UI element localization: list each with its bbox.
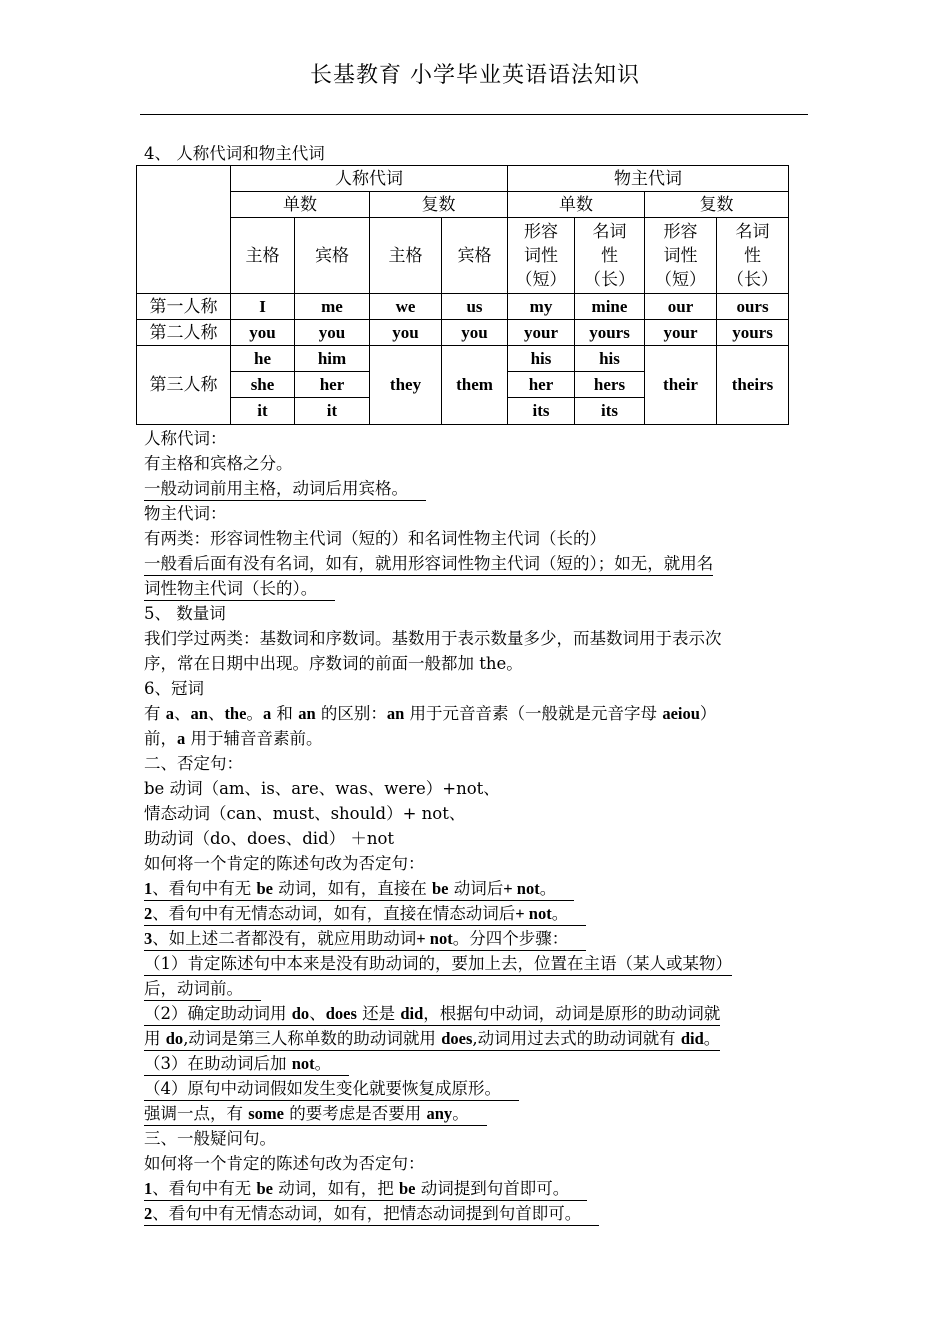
cell: us xyxy=(442,294,508,320)
row-first-person xyxy=(137,294,789,320)
group-personal: 人称代词 xyxy=(231,166,508,192)
note-line: 一般看后面有没有名词，如有，就用形容词性物主代词（短的）；如无，就用名 xyxy=(144,552,713,576)
question-title: 三、一般疑问句。 xyxy=(144,1129,276,1148)
cell: our xyxy=(645,294,717,320)
cell: it xyxy=(231,398,295,425)
negative-substep: （3）在助动词后加 not。 xyxy=(144,1052,349,1076)
section6-line: 有 a、an、the。a 和 an 的区别：an 用于元音音素（一般就是元音字母 aeiou） xyxy=(144,704,717,723)
col-object-plural: 宾格 xyxy=(442,218,508,294)
row-label: 第一人称 xyxy=(137,294,231,320)
section6-line: 前，a 用于辅音音素前。 xyxy=(144,729,323,748)
section5-title: 5、 数量词 xyxy=(144,604,226,623)
personal-singular: 单数 xyxy=(231,192,370,218)
cell: them xyxy=(442,346,508,425)
cell: we xyxy=(370,294,442,320)
section4-title-block xyxy=(144,141,810,166)
row-third-person xyxy=(137,346,789,372)
section6-title: 6、冠词 xyxy=(144,679,204,698)
cell: her xyxy=(508,372,575,398)
personal-plural: 复数 xyxy=(370,192,508,218)
cell: him xyxy=(295,346,370,372)
cell: your xyxy=(645,320,717,346)
cell: his xyxy=(575,346,645,372)
note-line: 有主格和宾格之分。 xyxy=(144,454,293,473)
col-adj-singular: 形容 词性 （短） xyxy=(508,218,575,294)
col-subject-plural: 主格 xyxy=(370,218,442,294)
row-label: 第三人称 xyxy=(137,346,231,425)
negative-substep: 用 do,动词是第三人称单数的助动词就用 does,动词用过去式的助动词就有 did。 xyxy=(144,1027,720,1051)
negative-line: 助动词（do、does、did） ＋not xyxy=(144,829,395,848)
question-how: 如何将一个肯定的陈述句改为否定句： xyxy=(144,1154,425,1173)
negative-line: be 动词（am、is、are、was、were）+not、 xyxy=(144,779,500,798)
negative-step: 3、如上述二者都没有，就应用助动词+ not。分四个步骤： xyxy=(144,927,586,951)
cell: their xyxy=(645,346,717,425)
section5-body: 我们学过两类：基数词和序数词。基数用于表示数量多少，而基数词用于表示次 xyxy=(144,629,722,648)
cell: you xyxy=(442,320,508,346)
negative-line: 情态动词（can、must、should）+ not、 xyxy=(144,804,466,823)
negative-step: 1、看句中有无 be 动词，如有，直接在 be 动词后+ not。 xyxy=(144,877,574,901)
body-text xyxy=(144,426,810,1226)
possessive-singular: 单数 xyxy=(508,192,645,218)
cell: he xyxy=(231,346,295,372)
negative-step: 2、看句中有无情态动词，如有，直接在情态动词后+ not。 xyxy=(144,902,586,926)
negative-substep: （4）原句中动词假如发生变化就要恢复成原形。 xyxy=(144,1077,519,1101)
negative-substep: （1）肯定陈述句中本来是没有助动词的，要加上去，位置在主语（某人或某物） xyxy=(144,952,732,976)
negative-emphasis: 强调一点，有 some 的要考虑是否要用 any。 xyxy=(144,1102,487,1126)
cell: you xyxy=(231,320,295,346)
cell: I xyxy=(231,294,295,320)
note-line: 物主代词： xyxy=(144,504,227,523)
note-line: 一般动词前用主格，动词后用宾格。 xyxy=(144,477,426,501)
row-label: 第二人称 xyxy=(137,320,231,346)
cell: you xyxy=(295,320,370,346)
table-corner xyxy=(137,166,231,294)
cell: she xyxy=(231,372,295,398)
cell: its xyxy=(508,398,575,425)
header-divider xyxy=(140,114,808,115)
note-line: 人称代词： xyxy=(144,429,227,448)
cell: ours xyxy=(717,294,789,320)
col-object-singular: 宾格 xyxy=(295,218,370,294)
pronoun-table xyxy=(136,165,789,425)
cell: its xyxy=(575,398,645,425)
cell: hers xyxy=(575,372,645,398)
page-header: 长基教育 小学毕业英语语法知识 xyxy=(310,63,640,88)
cell: yours xyxy=(717,320,789,346)
note-line: 词性物主代词（长的）。 xyxy=(144,577,335,601)
note-line: 有两类：形容词性物主代词（短的）和名词性物主代词（长的） xyxy=(144,529,606,548)
cell: yours xyxy=(575,320,645,346)
question-step: 1、看句中有无 be 动词，如有，把 be 动词提到句首即可。 xyxy=(144,1177,587,1201)
cell: theirs xyxy=(717,346,789,425)
col-noun-singular: 名词 性 （长） xyxy=(575,218,645,294)
group-possessive: 物主代词 xyxy=(508,166,789,192)
negative-substep: （2）确定助动词用 do、does 还是 did，根据句中动词，动词是原形的助动词就 xyxy=(144,1002,720,1026)
cell: you xyxy=(370,320,442,346)
col-noun-plural: 名词 性 （长） xyxy=(717,218,789,294)
section5-body: 序，常在日期中出现。序数词的前面一般都加 the。 xyxy=(144,654,523,673)
cell: your xyxy=(508,320,575,346)
col-adj-plural: 形容 词性 （短） xyxy=(645,218,717,294)
cell: it xyxy=(295,398,370,425)
row-second-person xyxy=(137,320,789,346)
cell: her xyxy=(295,372,370,398)
negative-how: 如何将一个肯定的陈述句改为否定句： xyxy=(144,854,425,873)
cell: me xyxy=(295,294,370,320)
question-step: 2、看句中有无情态动词，如有，把情态动词提到句首即可。 xyxy=(144,1202,599,1226)
negative-title: 二、否定句： xyxy=(144,754,243,773)
cell: his xyxy=(508,346,575,372)
section4-title: 4、 人称代词和物主代词 xyxy=(144,144,325,163)
cell: they xyxy=(370,346,442,425)
possessive-plural: 复数 xyxy=(645,192,789,218)
negative-substep: 后，动词前。 xyxy=(144,977,261,1001)
cell: mine xyxy=(575,294,645,320)
cell: my xyxy=(508,294,575,320)
col-subject-singular: 主格 xyxy=(231,218,295,294)
